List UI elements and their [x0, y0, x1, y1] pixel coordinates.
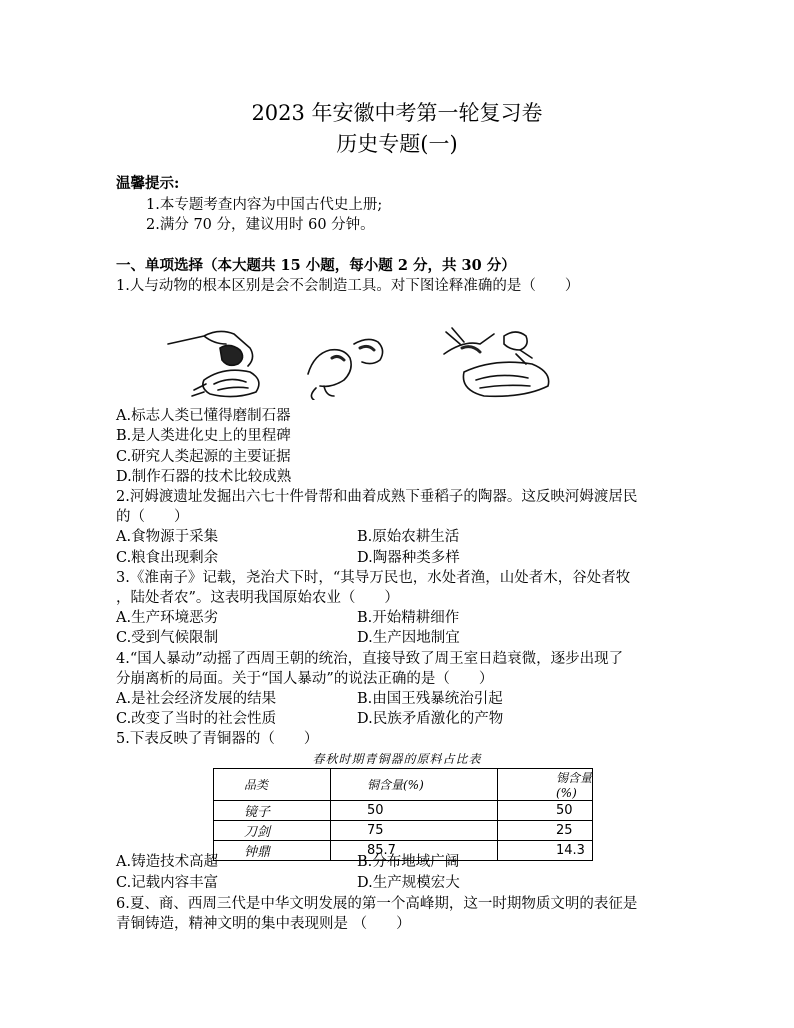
table-row — [214, 821, 593, 841]
q5-stem: 5.下表反映了青铜器的（ ） — [116, 731, 319, 747]
table-header-cell: 铜含量(%) — [331, 769, 498, 801]
q5-option-d: D.生产规模宏大 — [357, 875, 460, 891]
q4-option-b: B.由国王残暴统治引起 — [357, 691, 503, 707]
table-cell: 14.3 — [498, 841, 593, 861]
q4-stem-line1: 4.“国人暴动”动摇了西周王朝的统治，直接导致了周王室日趋衰微，逐步出现了 — [116, 651, 624, 667]
table-cell: 50 — [498, 801, 593, 821]
q3-option-c: C.受到气候限制 — [116, 630, 219, 646]
q2-stem-line1: 2.河姆渡遗址发掘出六七十件骨帮和曲着成熟下垂稻子的陶器。这反映河姆渡居民 — [116, 489, 638, 505]
q2-option-b: B.原始农耕生活 — [357, 529, 460, 545]
tips-heading: 温馨提示: — [116, 175, 180, 192]
q2-option-d: D.陶器种类多样 — [357, 550, 460, 566]
table-cell: 钟鼎 — [214, 841, 331, 861]
q3-stem-line2: ，陆处者农”。这表明我国原始农业（ ） — [116, 590, 399, 606]
table-cell: 刀剑 — [214, 821, 331, 841]
q1-option-c: C.研究人类起源的主要证据 — [116, 449, 291, 465]
table-caption: 春秋时期青铜器的原料占比表 — [312, 752, 482, 766]
q3-option-d: D.生产因地制宜 — [357, 630, 460, 646]
q6-stem-line2: 青铜铸造，精神文明的集中表现则是 （ ） — [116, 916, 411, 932]
q6-stem-line1: 6.夏、商、西周三代是中华文明发展的第一个高峰期，这一时期物质文明的表征是 — [116, 896, 638, 912]
tip-item-2: 2.满分 70 分，建议用时 60 分钟。 — [146, 217, 375, 233]
exam-title: 2023 年安徽中考第一轮复习卷 — [251, 101, 543, 125]
table-row — [214, 801, 593, 821]
bronze-composition-table — [213, 768, 593, 861]
table-header-cell: 品类 — [214, 769, 331, 801]
q4-stem-line2: 分崩离析的局面。关于“国人暴动”的说法正确的是（ ） — [116, 671, 494, 687]
q4-option-a: A.是社会经济发展的结果 — [116, 691, 277, 707]
section-heading: 一、单项选择（本大题共 15 小题，每小题 2 分，共 30 分） — [116, 257, 516, 274]
q2-option-a: A.食物源于采集 — [116, 529, 219, 545]
table-header-row — [214, 769, 593, 801]
q1-option-d: D.制作石器的技术比较成熟 — [116, 469, 292, 485]
table-cell: 75 — [331, 821, 498, 841]
table-cell: 镜子 — [214, 801, 331, 821]
q1-option-a: A.标志人类已懂得磨制石器 — [116, 408, 291, 424]
q3-stem-line1: 3.《淮南子》记载，尧治犬下时，“其导万民也，水处者渔，山处者木，谷处者牧 — [116, 570, 631, 586]
q1-option-b: B.是人类进化史上的里程碑 — [116, 428, 291, 444]
table-header-cell: 锡含量(%) — [498, 769, 593, 801]
q3-option-b: B.开始精耕细作 — [357, 610, 460, 626]
q5-option-c: C.记载内容丰富 — [116, 875, 219, 891]
q2-option-c: C.粮食出现剩余 — [116, 550, 219, 566]
tip-item-1: 1.本专题考查内容为中国古代史上册; — [146, 197, 383, 213]
exam-subtitle: 历史专题(一) — [336, 132, 458, 156]
q4-option-d: D.民族矛盾激化的产物 — [357, 711, 504, 727]
q3-option-a: A.生产环境恶劣 — [116, 610, 219, 626]
table-cell: 85.7 — [331, 841, 498, 861]
table-cell: 25 — [498, 821, 593, 841]
q4-option-c: C.改变了当时的社会性质 — [116, 711, 277, 727]
q1-stem: 1.人与动物的根本区别是会不会制造工具。对下图诠释准确的是（ ） — [116, 278, 580, 294]
q5-option-a: A.铸造技术高超 — [116, 854, 219, 870]
q2-stem-line2: 的（ ） — [116, 509, 189, 525]
stone-tool-making-illustration — [164, 314, 560, 400]
q5-option-b: B.分布地域广阔 — [357, 854, 460, 870]
table-cell: 50 — [331, 801, 498, 821]
